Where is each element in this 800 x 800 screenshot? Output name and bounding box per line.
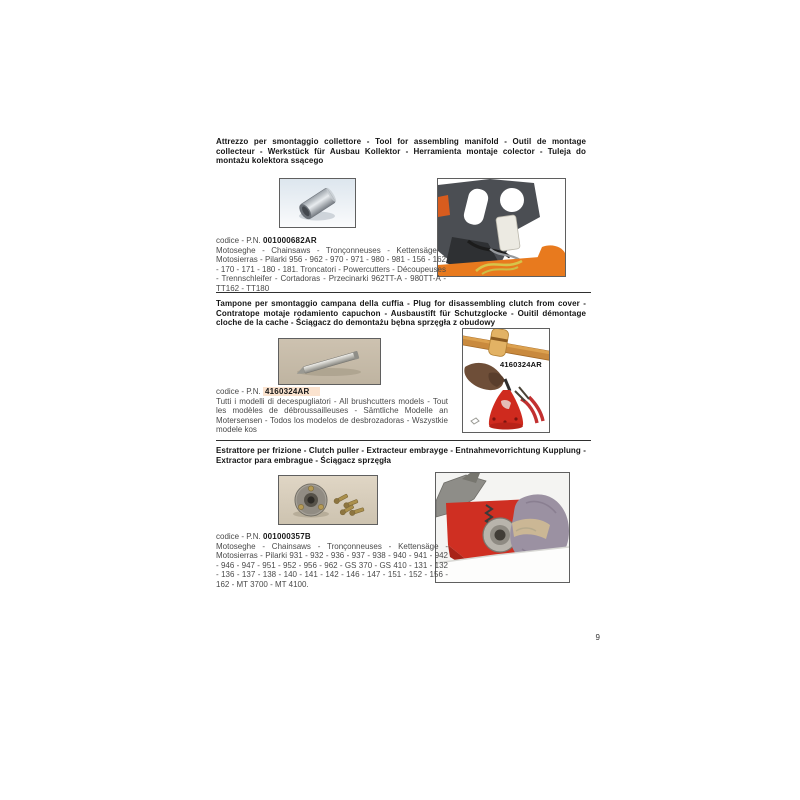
section1-models: Motoseghe - Chainsaws - Tronçonneuses - Kettensäge - Motosierras - Pilarki 956 - 962 - 970 - 971 - 980 - 981 - 156 - 162 - 170 - 171 - 180 - 181. Troncatori - Powercutters - Découpeuses - Trennschleifer - Cortadoras - Przecinarki 962TT-A - 980TT-A - TT162 - TT180	[216, 245, 446, 293]
section1-codice-line	[216, 236, 446, 246]
section2-header: Tampone per smontaggio campana della cuffia - Plug for disassembling clutch from cover - Contratope motaje rodamiento capuchon - Ausbaustift für Schutzglocke - Ouitil démontage cloche de la cache - Ściągacz do demontażu bębna sprzęgła z obudowy	[216, 299, 586, 328]
codice-label: codice - P.N.	[216, 387, 261, 396]
section-divider	[216, 440, 591, 441]
section2-details	[216, 387, 448, 435]
clutch-puller-flange-photo	[279, 476, 377, 524]
section3-models: Motoseghe - Chainsaws - Tronçonneuses - Kettensäge - Motosierras - Pilarki 931 - 932 - 936 - 937 - 938 - 940 - 941 - 942 - 946 - 947 - 951 - 952 - 956 - 962 - GS 370 - GS 410 - 131 - 132 - 136 - 137 - 138 - 140 - 141 - 142 - 146 - 147 - 151 - 152 - 156 - 162 - MT 3700 - MT 4100.	[216, 541, 448, 589]
section-divider	[216, 292, 591, 293]
puller-on-chainsaw-photo	[436, 473, 569, 582]
section2-left-photo	[278, 338, 381, 385]
section3-right-photo	[435, 472, 570, 583]
mallet-pin-clutch-cover-photo	[463, 329, 549, 432]
section3-details	[216, 532, 448, 590]
section1-details	[216, 236, 446, 294]
section1-header: Attrezzo per smontaggio collettore - Tool for assembling manifold - Outil de montage collecteur - Werkstück für Ausbau Kollektor - Herramienta montaje colector - Tuleja do montażu kolektora ssącego	[216, 137, 586, 166]
section2-right-photo	[462, 328, 550, 433]
drift-pin-photo	[279, 339, 380, 384]
photo-part-number-label: 4160324AR	[500, 360, 542, 369]
codice-label: codice - P.N.	[216, 236, 261, 245]
page-number: 9	[595, 633, 600, 642]
section3-part-number: 001000357B	[263, 532, 311, 541]
section1-left-photo	[279, 178, 356, 228]
sleeve-on-chainsaw-photo	[438, 179, 565, 276]
section3-codice-line	[216, 532, 448, 542]
section3-left-photo	[278, 475, 378, 525]
manifold-sleeve-photo	[280, 179, 355, 227]
section1-right-photo	[437, 178, 566, 277]
section2-models: Tutti i modelli di decespugliatori - All brushcutters models - Tout les modèles de débroussailleuses - Sämtliche Modelle an Motersensen - Todos los modelos de desbrozadoras - Wszystkie modele kos	[216, 396, 448, 435]
section2-codice-line	[216, 387, 448, 397]
codice-label: codice - P.N.	[216, 532, 261, 541]
section2-part-number: 4160324AR	[263, 387, 320, 396]
section1-part-number: 001000682AR	[263, 236, 317, 245]
section3-header: Estrattore per frizione - Clutch puller - Extracteur embrayge - Entnahmevorrichtung Kupplung - Extractor para embrague - Ściągacz sprzęgła	[216, 446, 586, 465]
